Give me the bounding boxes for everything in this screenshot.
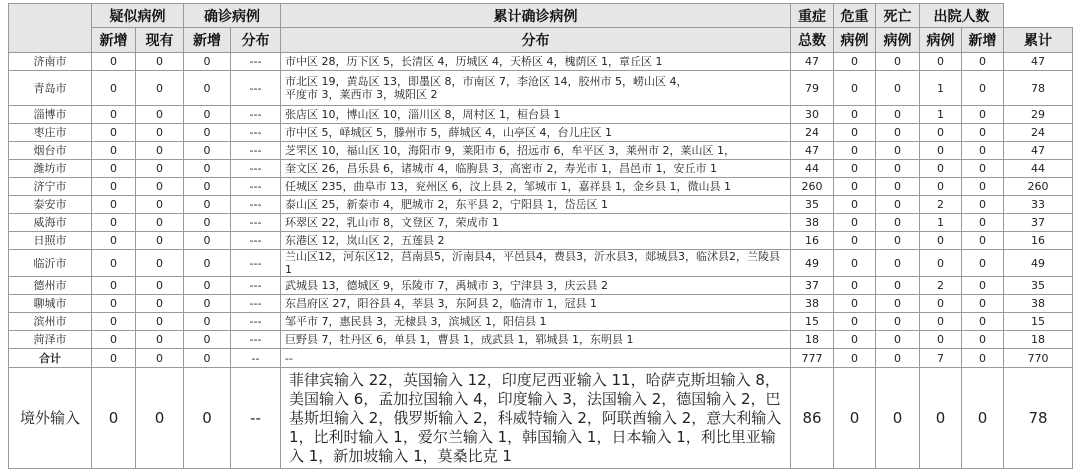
- death-cell: 0: [920, 232, 962, 250]
- death-cell: 7: [920, 349, 962, 368]
- confirmed-new-cell: 0: [184, 368, 231, 469]
- distribution-cell: --: [281, 349, 791, 368]
- suspected-new-cell: 0: [92, 196, 136, 214]
- total-cell: 38: [791, 295, 834, 313]
- table-row: [9, 232, 1073, 250]
- table-row: [9, 178, 1073, 196]
- death-cell: 0: [920, 250, 962, 277]
- confirmed-distribution-cell: ---: [231, 313, 281, 331]
- suspected-new-cell: 0: [92, 368, 136, 469]
- death-cell: 0: [920, 142, 962, 160]
- distribution-cell: 奎文区 26，昌乐县 6，诸城市 4，临朐县 3，高密市 2，寿光市 1，昌邑市 1，安丘市 1: [281, 160, 791, 178]
- table-row: [9, 106, 1073, 124]
- discharged-new-cell: 0: [962, 250, 1004, 277]
- critical-cell: 0: [876, 313, 920, 331]
- header-row-2: [9, 28, 1073, 53]
- discharged-new-cell: 0: [962, 313, 1004, 331]
- death-cell: 0: [920, 313, 962, 331]
- total-cell: 37: [791, 277, 834, 295]
- subheader-confirmed-distribution: 分布: [231, 28, 281, 53]
- confirmed-distribution-cell: ---: [231, 160, 281, 178]
- death-cell: 0: [920, 331, 962, 349]
- severe-cell: 0: [834, 142, 876, 160]
- city-cell: 菏泽市: [9, 331, 92, 349]
- city-cell: 日照市: [9, 232, 92, 250]
- confirmed-distribution-cell: ---: [231, 178, 281, 196]
- critical-cell: 0: [876, 142, 920, 160]
- critical-cell: 0: [876, 232, 920, 250]
- suspected-new-cell: 0: [92, 214, 136, 232]
- total-cell: 24: [791, 124, 834, 142]
- suspected-new-cell: 0: [92, 349, 136, 368]
- death-cell: 0: [920, 368, 962, 469]
- confirmed-new-cell: 0: [184, 349, 231, 368]
- death-cell: 0: [920, 295, 962, 313]
- severe-cell: 0: [834, 178, 876, 196]
- discharged-total-cell: 37: [1004, 214, 1073, 232]
- confirmed-new-cell: 0: [184, 71, 231, 106]
- header-critical: 危重: [834, 4, 876, 28]
- city-cell: 淄博市: [9, 106, 92, 124]
- total-cell: 38: [791, 214, 834, 232]
- total-cell: 44: [791, 160, 834, 178]
- discharged-total-cell: 24: [1004, 124, 1073, 142]
- distribution-cell: 芝罘区 10，福山区 10，海阳市 9，莱阳市 6，招远市 6，牟平区 3，莱州市 2，莱山区 1，: [281, 142, 791, 160]
- suspected-new-cell: 0: [92, 331, 136, 349]
- confirmed-distribution-cell: ---: [231, 250, 281, 277]
- confirmed-distribution-cell: ---: [231, 196, 281, 214]
- severe-cell: 0: [834, 313, 876, 331]
- severe-cell: 0: [834, 53, 876, 71]
- total-cell: 79: [791, 71, 834, 106]
- suspected-current-cell: 0: [136, 349, 184, 368]
- suspected-current-cell: 0: [136, 124, 184, 142]
- critical-cell: 0: [876, 178, 920, 196]
- table-row: [9, 160, 1073, 178]
- suspected-new-cell: 0: [92, 232, 136, 250]
- suspected-new-cell: 0: [92, 277, 136, 295]
- distribution-cell: 张店区 10，博山区 10，淄川区 8，周村区 1，桓台县 1: [281, 106, 791, 124]
- total-cell: 777: [791, 349, 834, 368]
- discharged-total-cell: 47: [1004, 53, 1073, 71]
- discharged-new-cell: 0: [962, 295, 1004, 313]
- severe-cell: 0: [834, 349, 876, 368]
- total-cell: 260: [791, 178, 834, 196]
- discharged-total-cell: 35: [1004, 277, 1073, 295]
- discharged-new-cell: 0: [962, 53, 1004, 71]
- city-cell: 聊城市: [9, 295, 92, 313]
- severe-cell: 0: [834, 214, 876, 232]
- total-cell: 30: [791, 106, 834, 124]
- suspected-new-cell: 0: [92, 313, 136, 331]
- distribution-cell: 兰山区12，河东区12，莒南县5，沂南县4，平邑县4，费县3，沂水县3，郯城县3，临沭县2，兰陵县1: [281, 250, 791, 277]
- distribution-cell: 任城区 235，曲阜市 13，兖州区 6，汶上县 2，邹城市 1，嘉祥县 1，金乡县 1，微山县 1: [281, 178, 791, 196]
- header-death: 死亡: [876, 4, 920, 28]
- severe-cell: 0: [834, 250, 876, 277]
- city-cell: 境外输入: [9, 368, 92, 469]
- subheader-severe-cases: 病例: [834, 28, 876, 53]
- subheader-total: 总数: [791, 28, 834, 53]
- city-cell: 济南市: [9, 53, 92, 71]
- suspected-current-cell: 0: [136, 277, 184, 295]
- critical-cell: 0: [876, 71, 920, 106]
- distribution-cell: 环翠区 22，乳山市 8，文登区 7，荣成市 1: [281, 214, 791, 232]
- confirmed-new-cell: 0: [184, 331, 231, 349]
- suspected-new-cell: 0: [92, 124, 136, 142]
- table-body: [9, 53, 1073, 469]
- confirmed-distribution-cell: ---: [231, 106, 281, 124]
- total-cell: 15: [791, 313, 834, 331]
- table-row: [9, 277, 1073, 295]
- confirmed-new-cell: 0: [184, 142, 231, 160]
- covid-stats-table-container: [8, 3, 1072, 469]
- total-cell: 47: [791, 142, 834, 160]
- discharged-new-cell: 0: [962, 196, 1004, 214]
- suspected-current-cell: 0: [136, 178, 184, 196]
- discharged-new-cell: 0: [962, 71, 1004, 106]
- suspected-new-cell: 0: [92, 295, 136, 313]
- distribution-cell: 东港区 12，岚山区 2，五莲县 2: [281, 232, 791, 250]
- death-cell: 0: [920, 124, 962, 142]
- discharged-new-cell: 0: [962, 232, 1004, 250]
- table-row: [9, 250, 1073, 277]
- header-discharged: 出院人数: [920, 4, 1004, 28]
- city-cell: 合计: [9, 349, 92, 368]
- confirmed-new-cell: 0: [184, 178, 231, 196]
- city-cell: 滨州市: [9, 313, 92, 331]
- critical-cell: 0: [876, 368, 920, 469]
- critical-cell: 0: [876, 53, 920, 71]
- suspected-current-cell: 0: [136, 250, 184, 277]
- death-cell: 2: [920, 277, 962, 295]
- suspected-current-cell: 0: [136, 331, 184, 349]
- discharged-new-cell: 0: [962, 142, 1004, 160]
- critical-cell: 0: [876, 124, 920, 142]
- city-cell: 烟台市: [9, 142, 92, 160]
- city-cell: 枣庄市: [9, 124, 92, 142]
- discharged-new-cell: 0: [962, 277, 1004, 295]
- confirmed-new-cell: 0: [184, 124, 231, 142]
- death-cell: 1: [920, 71, 962, 106]
- subheader-confirmed-new: 新增: [184, 28, 231, 53]
- discharged-new-cell: 0: [962, 349, 1004, 368]
- subheader-cumulative-distribution: 分布: [281, 28, 791, 53]
- critical-cell: 0: [876, 214, 920, 232]
- header-city-blank: [9, 4, 92, 53]
- severe-cell: 0: [834, 232, 876, 250]
- header-severe: 重症: [791, 4, 834, 28]
- confirmed-new-cell: 0: [184, 196, 231, 214]
- covid-stats-table: [8, 3, 1073, 469]
- distribution-cell: 泰山区 25，新泰市 4，肥城市 2，东平县 2，宁阳县 1，岱岳区 1: [281, 196, 791, 214]
- discharged-total-cell: 15: [1004, 313, 1073, 331]
- header-suspected: 疑似病例: [92, 4, 184, 28]
- confirmed-distribution-cell: ---: [231, 295, 281, 313]
- severe-cell: 0: [834, 160, 876, 178]
- critical-cell: 0: [876, 277, 920, 295]
- discharged-total-cell: 38: [1004, 295, 1073, 313]
- header-cumulative: 累计确诊病例: [281, 4, 791, 28]
- discharged-new-cell: 0: [962, 106, 1004, 124]
- distribution-cell: 武城县 13，德城区 9，乐陵市 7，禹城市 3，宁津县 3，庆云县 2: [281, 277, 791, 295]
- death-cell: 0: [920, 160, 962, 178]
- confirmed-new-cell: 0: [184, 277, 231, 295]
- suspected-current-cell: 0: [136, 142, 184, 160]
- confirmed-new-cell: 0: [184, 53, 231, 71]
- suspected-current-cell: 0: [136, 53, 184, 71]
- discharged-total-cell: 33: [1004, 196, 1073, 214]
- confirmed-distribution-cell: ---: [231, 142, 281, 160]
- suspected-new-cell: 0: [92, 160, 136, 178]
- total-cell: 86: [791, 368, 834, 469]
- total-cell: 35: [791, 196, 834, 214]
- severe-cell: 0: [834, 331, 876, 349]
- city-cell: 泰安市: [9, 196, 92, 214]
- severe-cell: 0: [834, 368, 876, 469]
- critical-cell: 0: [876, 250, 920, 277]
- discharged-total-cell: 18: [1004, 331, 1073, 349]
- severe-cell: 0: [834, 295, 876, 313]
- suspected-new-cell: 0: [92, 178, 136, 196]
- discharged-total-cell: 260: [1004, 178, 1073, 196]
- confirmed-new-cell: 0: [184, 160, 231, 178]
- discharged-new-cell: 0: [962, 124, 1004, 142]
- subheader-death-cases: 病例: [920, 28, 962, 53]
- death-cell: 0: [920, 53, 962, 71]
- discharged-total-cell: 78: [1004, 71, 1073, 106]
- critical-cell: 0: [876, 160, 920, 178]
- city-cell: 潍坊市: [9, 160, 92, 178]
- subheader-suspected-current: 现有: [136, 28, 184, 53]
- suspected-current-cell: 0: [136, 106, 184, 124]
- confirmed-new-cell: 0: [184, 106, 231, 124]
- distribution-line: 市北区 19，黄岛区 13，即墨区 8，市南区 7，李沧区 14，胶州市 5，崂山区 4，: [285, 75, 688, 88]
- distribution-cell: [281, 71, 791, 106]
- table-row: [9, 196, 1073, 214]
- discharged-total-cell: 44: [1004, 160, 1073, 178]
- discharged-new-cell: 0: [962, 368, 1004, 469]
- severe-cell: 0: [834, 106, 876, 124]
- confirmed-new-cell: 0: [184, 313, 231, 331]
- discharged-total-cell: 16: [1004, 232, 1073, 250]
- total-cell: 49: [791, 250, 834, 277]
- suspected-new-cell: 0: [92, 71, 136, 106]
- city-cell: 德州市: [9, 277, 92, 295]
- table-row: [9, 368, 1073, 469]
- city-cell: 济宁市: [9, 178, 92, 196]
- death-cell: 1: [920, 214, 962, 232]
- confirmed-distribution-cell: ---: [231, 214, 281, 232]
- confirmed-distribution-cell: --: [231, 349, 281, 368]
- distribution-cell: 邹平市 7，惠民县 3，无棣县 3，滨城区 1，阳信县 1: [281, 313, 791, 331]
- confirmed-distribution-cell: ---: [231, 232, 281, 250]
- confirmed-distribution-cell: --: [231, 368, 281, 469]
- header-confirmed: 确诊病例: [184, 4, 281, 28]
- suspected-current-cell: 0: [136, 196, 184, 214]
- suspected-new-cell: 0: [92, 250, 136, 277]
- table-row: [9, 295, 1073, 313]
- confirmed-distribution-cell: ---: [231, 71, 281, 106]
- table-row: [9, 71, 1073, 106]
- table-row: [9, 142, 1073, 160]
- subheader-discharged-new: 新增: [962, 28, 1004, 53]
- severe-cell: 0: [834, 196, 876, 214]
- distribution-cell: 市中区 28，历下区 5，长清区 4，历城区 4，天桥区 4，槐荫区 1，章丘区 1: [281, 53, 791, 71]
- suspected-current-cell: 0: [136, 160, 184, 178]
- distribution-cell: 菲律宾输入 22，英国输入 12，印度尼西亚输入 11，哈萨克斯坦输入 8，美国输入 6，孟加拉国输入 4，印度输入 3，法国输入 2，德国输入 2，巴基斯坦输入 2，俄罗斯输入 2，科威特输入 2，阿联酋输入 2，意大利输入 1，比利时输入 1，爱尔兰输入 1，韩国输入 1，日本输入 1，利比里亚输入 1，新加坡输入 1，莫桑比克 1: [281, 368, 791, 469]
- confirmed-distribution-cell: ---: [231, 331, 281, 349]
- critical-cell: 0: [876, 349, 920, 368]
- subheader-discharged-cumulative: 累计: [1004, 28, 1073, 53]
- suspected-current-cell: 0: [136, 313, 184, 331]
- distribution-cell: 巨野县 7，牡丹区 6，单县 1，曹县 1，成武县 1，郓城县 1，东明县 1: [281, 331, 791, 349]
- severe-cell: 0: [834, 124, 876, 142]
- suspected-current-cell: 0: [136, 71, 184, 106]
- suspected-new-cell: 0: [92, 142, 136, 160]
- suspected-new-cell: 0: [92, 53, 136, 71]
- discharged-total-cell: 49: [1004, 250, 1073, 277]
- confirmed-new-cell: 0: [184, 232, 231, 250]
- table-row: [9, 214, 1073, 232]
- city-cell: 临沂市: [9, 250, 92, 277]
- discharged-total-cell: 29: [1004, 106, 1073, 124]
- table-row: [9, 124, 1073, 142]
- confirmed-new-cell: 0: [184, 250, 231, 277]
- confirmed-new-cell: 0: [184, 295, 231, 313]
- city-cell: 威海市: [9, 214, 92, 232]
- discharged-new-cell: 0: [962, 331, 1004, 349]
- death-cell: 2: [920, 196, 962, 214]
- discharged-new-cell: 0: [962, 214, 1004, 232]
- suspected-current-cell: 0: [136, 295, 184, 313]
- distribution-cell: 东昌府区 27，阳谷县 4，莘县 3，东阿县 2，临清市 1，冠县 1: [281, 295, 791, 313]
- total-cell: 16: [791, 232, 834, 250]
- total-cell: 18: [791, 331, 834, 349]
- death-cell: 0: [920, 178, 962, 196]
- confirmed-new-cell: 0: [184, 214, 231, 232]
- table-row: [9, 331, 1073, 349]
- subheader-critical-cases: 病例: [876, 28, 920, 53]
- discharged-new-cell: 0: [962, 160, 1004, 178]
- discharged-new-cell: 0: [962, 178, 1004, 196]
- critical-cell: 0: [876, 295, 920, 313]
- subheader-suspected-new: 新增: [92, 28, 136, 53]
- confirmed-distribution-cell: ---: [231, 124, 281, 142]
- severe-cell: 0: [834, 277, 876, 295]
- distribution-cell: 市中区 5，峄城区 5，滕州市 5，薛城区 4，山亭区 4，台儿庄区 1: [281, 124, 791, 142]
- discharged-total-cell: 47: [1004, 142, 1073, 160]
- city-cell: 青岛市: [9, 71, 92, 106]
- discharged-total-cell: 770: [1004, 349, 1073, 368]
- discharged-total-cell: 78: [1004, 368, 1073, 469]
- suspected-current-cell: 0: [136, 214, 184, 232]
- total-cell: 47: [791, 53, 834, 71]
- suspected-current-cell: 0: [136, 368, 184, 469]
- confirmed-distribution-cell: ---: [231, 53, 281, 71]
- suspected-current-cell: 0: [136, 232, 184, 250]
- critical-cell: 0: [876, 196, 920, 214]
- table-row: [9, 53, 1073, 71]
- death-cell: 1: [920, 106, 962, 124]
- critical-cell: 0: [876, 106, 920, 124]
- header-row-1: [9, 4, 1073, 28]
- critical-cell: 0: [876, 331, 920, 349]
- suspected-new-cell: 0: [92, 106, 136, 124]
- table-row: [9, 349, 1073, 368]
- distribution-line: 平度市 3，莱西市 3，城阳区 2: [285, 88, 438, 101]
- severe-cell: 0: [834, 71, 876, 106]
- confirmed-distribution-cell: ---: [231, 277, 281, 295]
- table-row: [9, 313, 1073, 331]
